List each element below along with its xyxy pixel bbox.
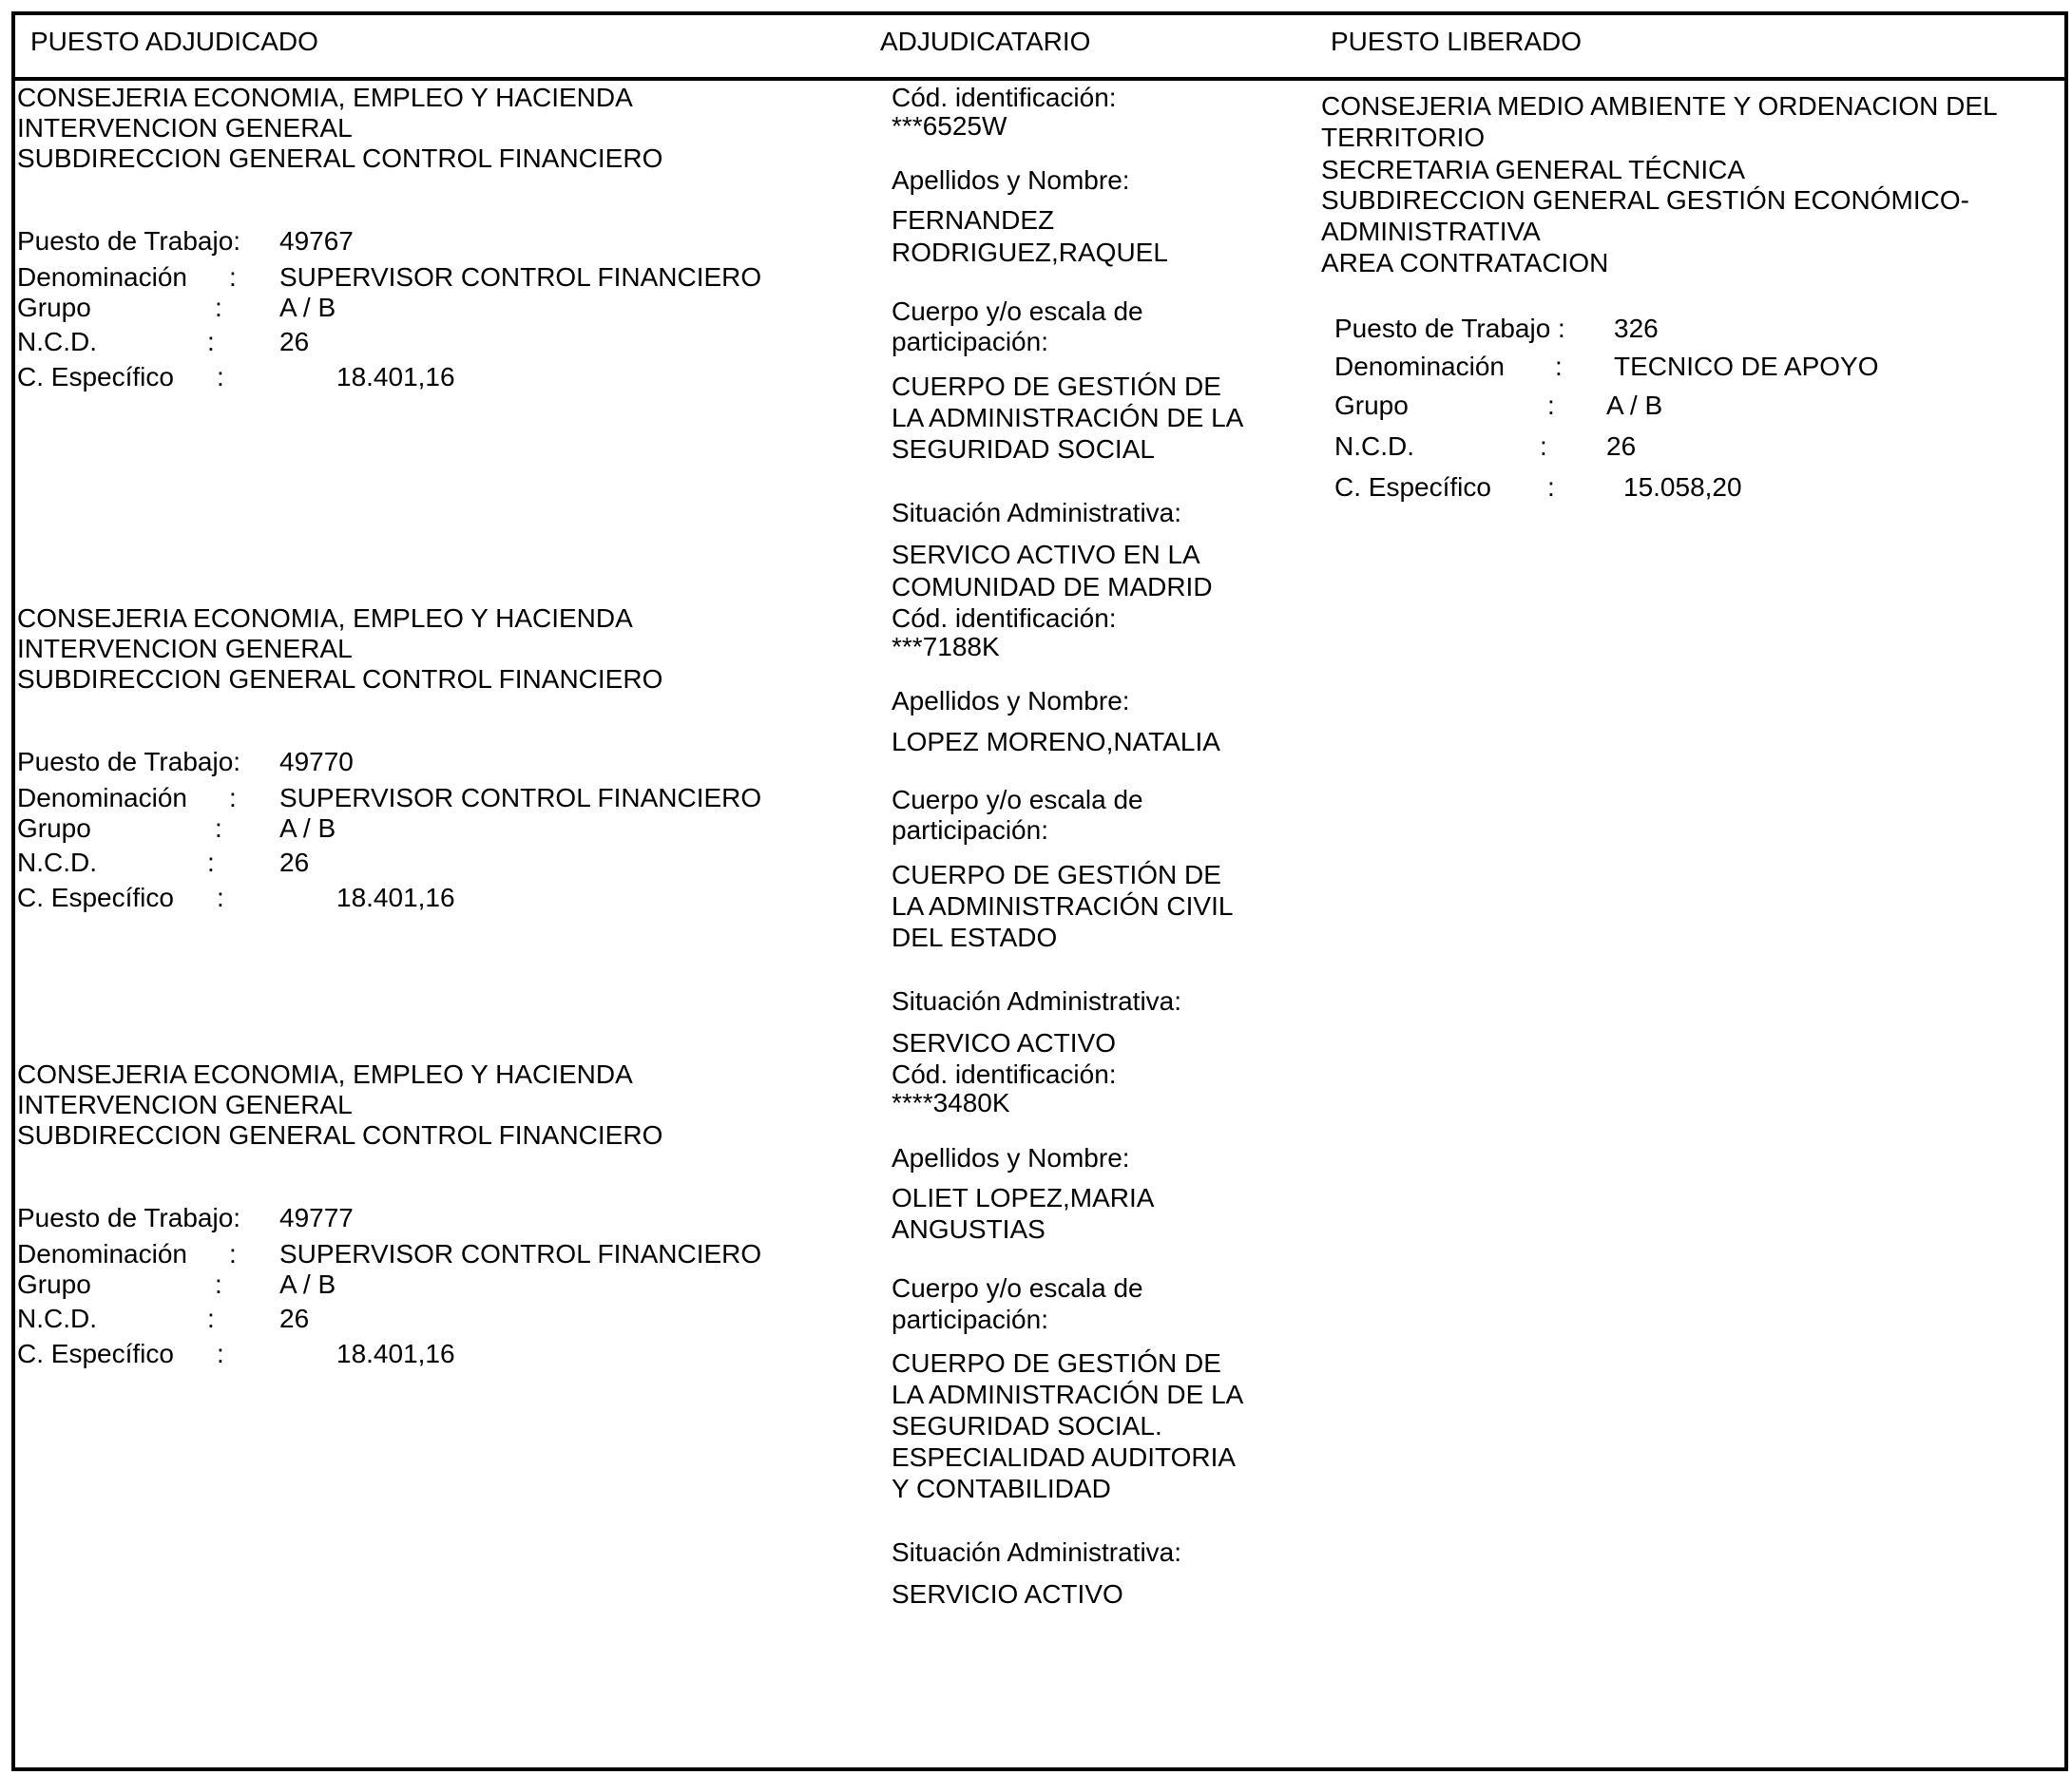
denominacion-value: SUPERVISOR CONTROL FINANCIERO xyxy=(279,1239,762,1269)
org-line: SUBDIRECCION GENERAL CONTROL FINANCIERO xyxy=(17,1120,663,1150)
org-line: TERRITORIO xyxy=(1321,123,1486,152)
situacion-line: SERVICO ACTIVO xyxy=(892,1028,1116,1058)
colon: : xyxy=(1547,391,1555,420)
situacion-line: COMUNIDAD DE MADRID xyxy=(892,572,1213,601)
cuerpo-line: CUERPO DE GESTIÓN DE xyxy=(892,1348,1221,1378)
cod-value: ***7188K xyxy=(892,632,1000,661)
especifico-label: C. Específico xyxy=(17,883,174,912)
org-line: INTERVENCION GENERAL xyxy=(17,1090,353,1119)
apellidos-label: Apellidos y Nombre: xyxy=(892,165,1130,195)
nombre-line: OLIET LOPEZ,MARIA xyxy=(892,1183,1155,1212)
puesto-label: Puesto de Trabajo: xyxy=(17,747,241,776)
colon: : xyxy=(217,883,224,912)
cod-value: ***6525W xyxy=(892,111,1007,141)
nombre-line: ANGUSTIAS xyxy=(892,1214,1046,1244)
cuerpo-label: Cuerpo y/o escala de xyxy=(892,785,1143,814)
colon: : xyxy=(229,783,237,812)
puesto-value: 49777 xyxy=(279,1203,354,1232)
especifico-value: 18.401,16 xyxy=(336,1339,455,1368)
denominacion-label: Denominación xyxy=(17,262,187,292)
grupo-value: A / B xyxy=(279,293,336,322)
header-puesto-liberado: PUESTO LIBERADO xyxy=(1331,27,1583,56)
ncd-label: N.C.D. xyxy=(1334,431,1414,461)
cuerpo-line: CUERPO DE GESTIÓN DE xyxy=(892,860,1221,889)
cod-label: Cód. identificación: xyxy=(892,83,1117,112)
colon: : xyxy=(215,813,222,843)
grupo-label: Grupo xyxy=(17,293,91,322)
especifico-value: 15.058,20 xyxy=(1623,472,1742,502)
especifico-value: 18.401,16 xyxy=(336,362,455,391)
situacion-label: Situación Administrativa: xyxy=(892,986,1182,1016)
org-line: CONSEJERIA MEDIO AMBIENTE Y ORDENACION DEL xyxy=(1321,91,1998,121)
denominacion-value: SUPERVISOR CONTROL FINANCIERO xyxy=(279,262,762,292)
ncd-label: N.C.D. xyxy=(17,327,97,356)
especifico-value: 18.401,16 xyxy=(336,883,455,912)
colon: : xyxy=(217,362,224,391)
grupo-value: A / B xyxy=(279,813,336,843)
puesto-label: Puesto de Trabajo : xyxy=(1334,314,1565,343)
colon: : xyxy=(1555,352,1563,381)
colon: : xyxy=(207,1304,215,1333)
denominacion-value: SUPERVISOR CONTROL FINANCIERO xyxy=(279,783,762,812)
org-line: INTERVENCION GENERAL xyxy=(17,634,353,663)
cuerpo-line: ESPECIALIDAD AUDITORIA xyxy=(892,1442,1237,1472)
cuerpo-line: LA ADMINISTRACIÓN DE LA xyxy=(892,1380,1244,1409)
ncd-label: N.C.D. xyxy=(17,848,97,877)
colon: : xyxy=(215,1269,222,1299)
colon: : xyxy=(1547,472,1555,502)
situacion-label: Situación Administrativa: xyxy=(892,1537,1182,1567)
puesto-value: 49770 xyxy=(279,747,354,776)
cuerpo-line: CUERPO DE GESTIÓN DE xyxy=(892,372,1221,401)
colon: : xyxy=(229,262,237,292)
puesto-label: Puesto de Trabajo: xyxy=(17,1203,241,1232)
ncd-label: N.C.D. xyxy=(17,1304,97,1333)
grupo-label: Grupo xyxy=(1334,391,1409,420)
denominacion-label: Denominación xyxy=(17,1239,187,1269)
header-puesto-adjudicado: PUESTO ADJUDICADO xyxy=(30,27,318,56)
cuerpo-line: DEL ESTADO xyxy=(892,923,1058,952)
org-line: SECRETARIA GENERAL TÉCNICA xyxy=(1321,155,1746,184)
situacion-line: SERVICIO ACTIVO xyxy=(892,1579,1123,1609)
org-line: ADMINISTRATIVA xyxy=(1321,217,1541,246)
situacion-line: SERVICO ACTIVO EN LA xyxy=(892,540,1200,569)
colon: : xyxy=(215,293,222,322)
cuerpo-line: SEGURIDAD SOCIAL. xyxy=(892,1411,1162,1441)
denominacion-value: TECNICO DE APOYO xyxy=(1614,352,1879,381)
cuerpo-line: Y CONTABILIDAD xyxy=(892,1474,1111,1503)
especifico-label: C. Específico xyxy=(17,1339,174,1368)
situacion-label: Situación Administrativa: xyxy=(892,498,1182,527)
org-line: SUBDIRECCION GENERAL GESTIÓN ECONÓMICO- xyxy=(1321,185,1969,215)
colon: : xyxy=(217,1339,224,1368)
ncd-value: 26 xyxy=(279,1304,310,1333)
denominacion-label: Denominación xyxy=(1334,352,1505,381)
nombre-line: RODRIGUEZ,RAQUEL xyxy=(892,238,1168,267)
colon: : xyxy=(207,848,215,877)
cod-label: Cód. identificación: xyxy=(892,603,1117,633)
cuerpo-line: SEGURIDAD SOCIAL xyxy=(892,434,1155,464)
cuerpo-line: LA ADMINISTRACIÓN CIVIL xyxy=(892,891,1234,921)
cod-value: ****3480K xyxy=(892,1088,1010,1117)
org-line: CONSEJERIA ECONOMIA, EMPLEO Y HACIENDA xyxy=(17,603,633,633)
puesto-value: 49767 xyxy=(279,226,354,256)
apellidos-label: Apellidos y Nombre: xyxy=(892,1143,1130,1173)
cuerpo-label: participación: xyxy=(892,327,1048,356)
cuerpo-label: Cuerpo y/o escala de xyxy=(892,296,1143,326)
nombre-line: LOPEZ MORENO,NATALIA xyxy=(892,727,1220,756)
grupo-value: A / B xyxy=(279,1269,336,1299)
header-divider xyxy=(11,77,2068,81)
org-line: INTERVENCION GENERAL xyxy=(17,113,353,143)
especifico-label: C. Específico xyxy=(1334,472,1491,502)
org-line: CONSEJERIA ECONOMIA, EMPLEO Y HACIENDA xyxy=(17,1059,633,1089)
cuerpo-label: Cuerpo y/o escala de xyxy=(892,1273,1143,1303)
org-line: SUBDIRECCION GENERAL CONTROL FINANCIERO xyxy=(17,664,663,694)
colon: : xyxy=(207,327,215,356)
colon: : xyxy=(1540,431,1547,461)
puesto-label: Puesto de Trabajo: xyxy=(17,226,241,256)
denominacion-label: Denominación xyxy=(17,783,187,812)
ncd-value: 26 xyxy=(1606,431,1637,461)
org-line: AREA CONTRATACION xyxy=(1321,248,1609,277)
cuerpo-label: participación: xyxy=(892,1305,1048,1334)
especifico-label: C. Específico xyxy=(17,362,174,391)
ncd-value: 26 xyxy=(279,327,310,356)
org-line: SUBDIRECCION GENERAL CONTROL FINANCIERO xyxy=(17,143,663,173)
nombre-line: FERNANDEZ xyxy=(892,205,1055,235)
grupo-label: Grupo xyxy=(17,1269,91,1299)
puesto-value: 326 xyxy=(1614,314,1659,343)
apellidos-label: Apellidos y Nombre: xyxy=(892,686,1130,716)
cuerpo-line: LA ADMINISTRACIÓN DE LA xyxy=(892,403,1244,432)
grupo-label: Grupo xyxy=(17,813,91,843)
ncd-value: 26 xyxy=(279,848,310,877)
org-line: CONSEJERIA ECONOMIA, EMPLEO Y HACIENDA xyxy=(17,83,633,112)
colon: : xyxy=(229,1239,237,1269)
cuerpo-label: participación: xyxy=(892,815,1048,845)
cod-label: Cód. identificación: xyxy=(892,1059,1117,1089)
grupo-value: A / B xyxy=(1606,391,1663,420)
header-adjudicatario: ADJUDICATARIO xyxy=(880,27,1091,56)
